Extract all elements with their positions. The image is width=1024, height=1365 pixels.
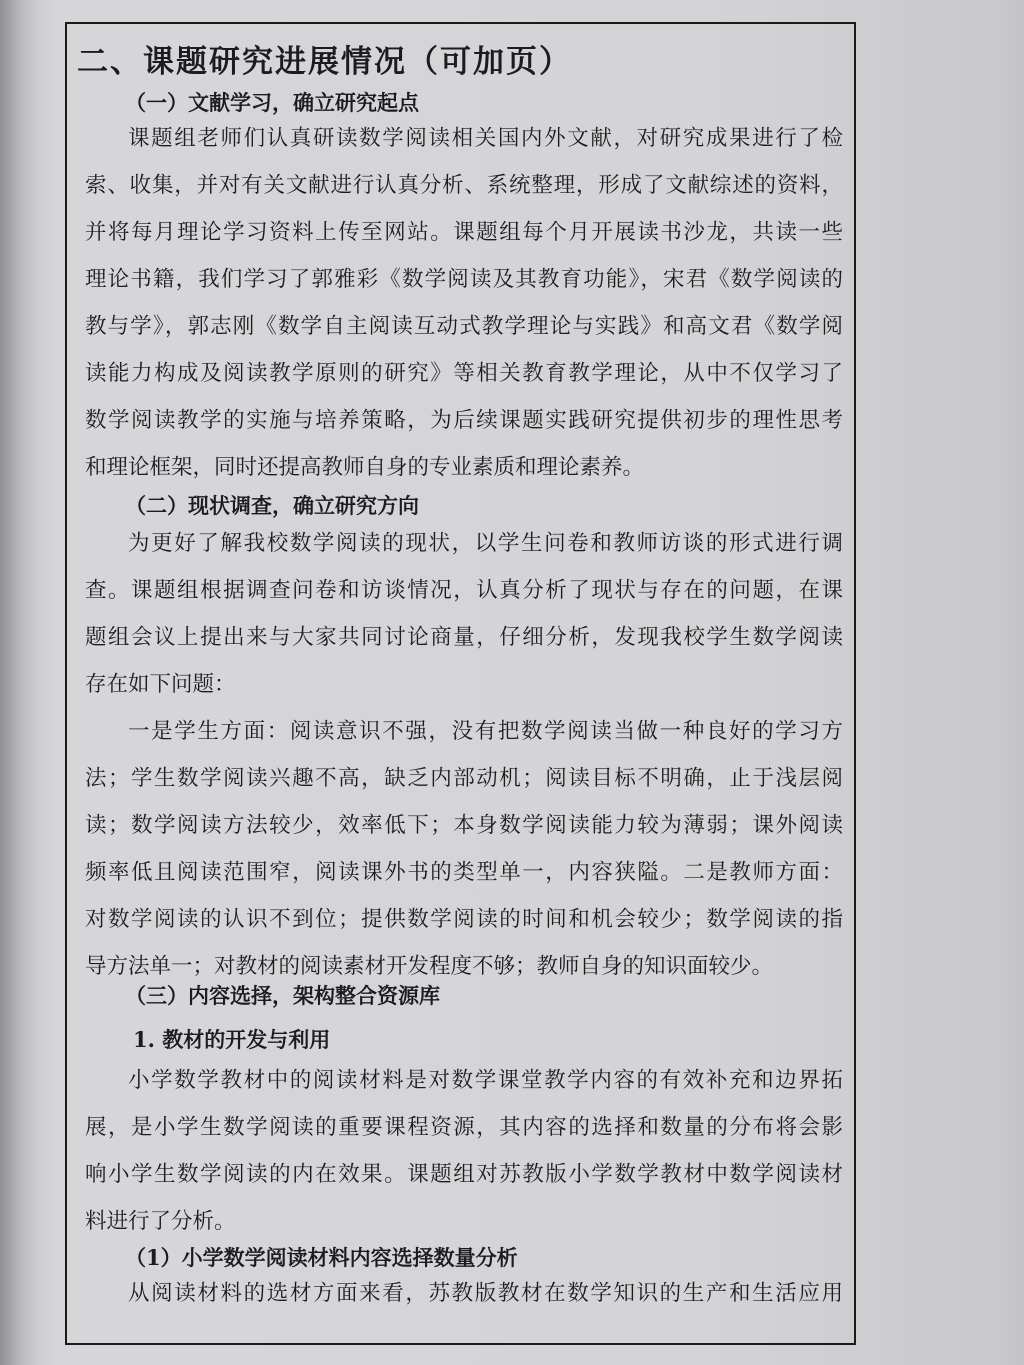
paragraph-literature: [85, 115, 843, 491]
text-line: 存在如下问题：: [85, 672, 236, 697]
paragraph-survey: [85, 520, 843, 708]
text-line: 料进行了分析。: [85, 1209, 236, 1234]
text-line: 对数学阅读的认识不到位；提供数学阅读的时间和机会较少；数学阅读的指: [85, 907, 843, 932]
text-line: 小学数学教材中的阅读材料是对数学课堂教学内容的有效补充和边界拓: [128, 1068, 843, 1093]
heading-status-survey: （二）现状调查，确立研究方向: [125, 493, 419, 518]
text-line: 数学阅读教学的实施与培养策略，为后续课题实践研究提供初步的理性思考: [85, 408, 843, 433]
text-line: 并将每月理论学习资料上传至网站。课题组每个月开展读书沙龙，共读一些: [85, 220, 843, 245]
text-line: 展，是小学生数学阅读的重要课程资源，其内容的选择和数量的分布将会影: [85, 1115, 843, 1140]
subheading-textbook: 1. 教材的开发与利用: [133, 1027, 331, 1052]
text-line: 和理论框架，同时还提高教师自身的专业素质和理论素养。: [85, 455, 645, 480]
text-line: 为更好了解我校数学阅读的现状，以学生问卷和教师访谈的形式进行调: [128, 531, 843, 556]
text-line: 课题组老师们认真研读数学阅读相关国内外文献，对研究成果进行了检: [128, 126, 843, 151]
section-title: 二、课题研究进展情况（可加页）: [77, 44, 572, 80]
paragraph-last: [85, 1270, 843, 1317]
heading-literature-study: （一）文献学习，确立研究起点: [125, 90, 419, 115]
text-line: 索、收集，并对有关文献进行认真分析、系统整理，形成了文献综述的资料，: [85, 173, 843, 198]
text-line: 响小学生数学阅读的内在效果。课题组对苏教版小学数学教材中数学阅读材: [85, 1162, 843, 1187]
document-frame: [65, 22, 856, 1345]
text-line: 一是学生方面：阅读意识不强，没有把数学阅读当做一种良好的学习方: [128, 719, 843, 744]
text-line: 查。课题组根据调查问卷和访谈情况，认真分析了现状与存在的问题，在课: [85, 578, 843, 603]
paragraph-textbook: [85, 1057, 843, 1245]
text-line: 法；学生数学阅读兴趣不高，缺乏内部动机；阅读目标不明确，止于浅层阅: [85, 766, 843, 791]
paragraph-problems: [85, 708, 843, 990]
text-line: 频率低且阅读范围窄，阅读课外书的类型单一，内容狭隘。二是教师方面：: [85, 860, 843, 885]
text-line: 理论书籍，我们学习了郭雅彩《数学阅读及其教育功能》，宋君《数学阅读的: [85, 267, 843, 292]
text-line: 教与学》，郭志刚《数学自主阅读互动式教学理论与实践》和高文君《数学阅: [85, 314, 843, 339]
heading-content-selection: （三）内容选择，架构整合资源库: [125, 983, 440, 1008]
text-line: 读能力构成及阅读教学原则的研究》等相关教育教学理论，从中不仅学习了: [85, 361, 843, 386]
text-line: 从阅读材料的选材方面来看，苏教版教材在数学知识的生产和生活应用: [128, 1281, 843, 1306]
subheading-quantity-analysis: （1）小学数学阅读材料内容选择数量分析: [125, 1245, 518, 1270]
text-line: 题组会议上提出来与大家共同讨论商量，仔细分析，发现我校学生数学阅读: [85, 625, 843, 650]
text-line: 导方法单一；对教材的阅读素材开发程度不够；教师自身的知识面较少。: [85, 954, 774, 979]
text-line: 读；数学阅读方法较少，效率低下；本身数学阅读能力较为薄弱；课外阅读: [85, 813, 843, 838]
